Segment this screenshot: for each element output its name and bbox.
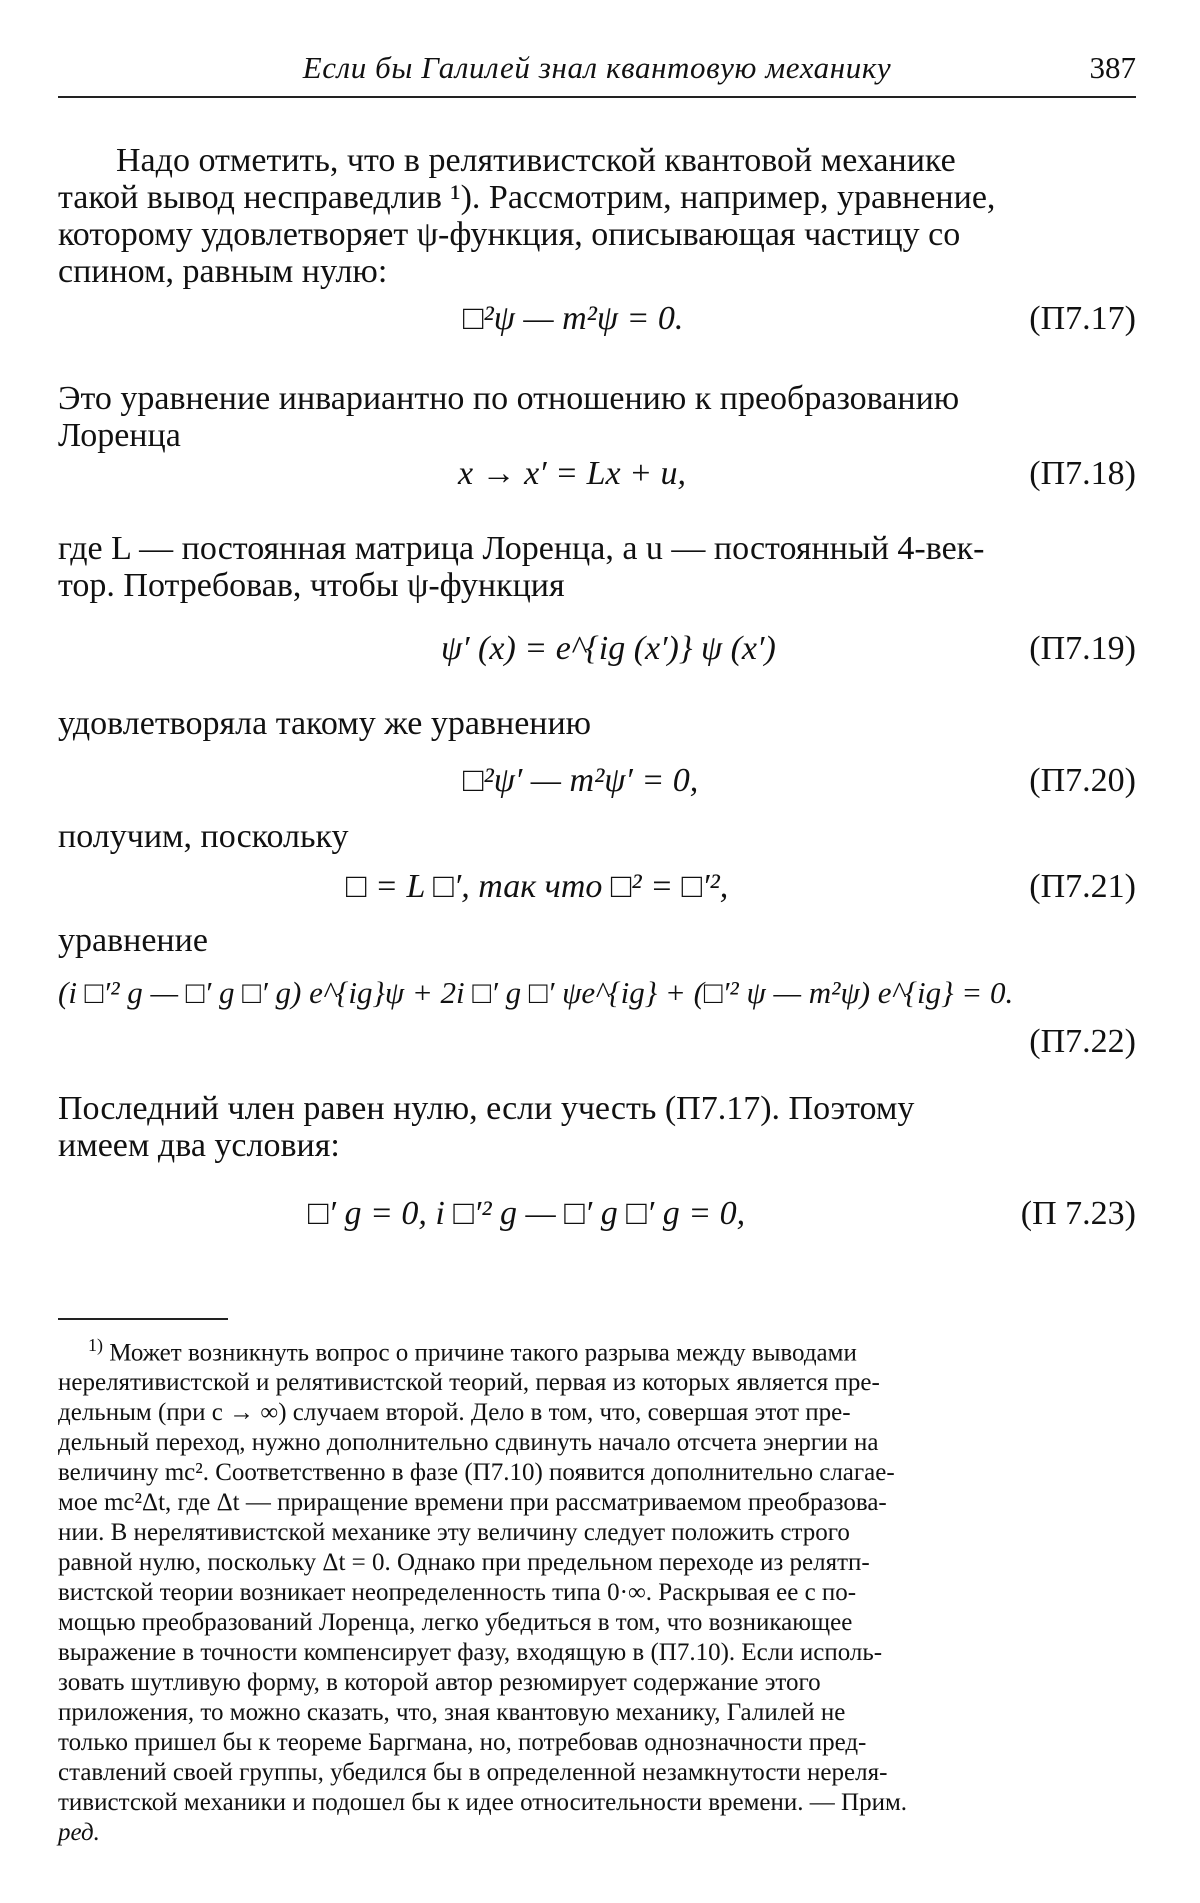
footnote-marker: 1) xyxy=(88,1335,103,1355)
footnote-rule xyxy=(58,1318,228,1320)
equation-p7-22 xyxy=(58,975,1136,1065)
text-line: получим, поскольку xyxy=(58,818,349,855)
text-line: Надо отметить, что в релятивистской квантовой механике xyxy=(116,142,956,179)
footnote-line: вистской теории возникает неопределенность типа 0·∞. Раскрывая ее с по- xyxy=(58,1579,857,1607)
footnote-line: мощью преобразований Лоренца, легко убедиться в том, что возникающее xyxy=(58,1609,853,1637)
equation-number: (П7.17) xyxy=(1029,300,1136,337)
text-line: Последний член равен нулю, если учесть (П7.17). Поэтому xyxy=(58,1090,915,1127)
equation-number: (П7.19) xyxy=(1029,630,1136,667)
equation-number: (П7.21) xyxy=(1029,868,1136,905)
footnote-line: дельный переход, нужно дополнительно сдвинуть начало отсчета энергии на xyxy=(58,1429,879,1457)
text-line: Это уравнение инвариантно по отношению к преобразованию xyxy=(58,380,960,417)
equation-expression: x → x′ = Lx + u, xyxy=(458,455,687,492)
equation-p7-17 xyxy=(58,300,1136,340)
equation-number: (П7.20) xyxy=(1029,762,1136,799)
text-line: уравнение xyxy=(58,922,208,959)
equation-expression: □ = L □′, так что □² = □′², xyxy=(346,868,729,905)
equation-number: (П7.18) xyxy=(1029,455,1136,492)
paragraph-6 xyxy=(58,922,1136,959)
equation-p7-19 xyxy=(58,630,1136,670)
text-line: тор. Потребовав, чтобы ψ-функция xyxy=(58,567,565,604)
equation-p7-20 xyxy=(58,762,1136,802)
footnote-text: Может возникнуть вопрос о причине такого разрыва между выводами xyxy=(109,1339,857,1367)
equation-expression: □²ψ′ — m²ψ′ = 0, xyxy=(463,762,699,799)
footnote-line: равной нулю, поскольку Δt = 0. Однако при предельном переходе из релятп- xyxy=(58,1549,870,1577)
footnote-line xyxy=(58,1330,1136,1368)
text-line: спином, равным нулю: xyxy=(58,253,388,290)
equation-number: (П7.22) xyxy=(1029,1023,1136,1060)
text-line: такой вывод несправедлив ¹). Рассмотрим, например, уравнение, xyxy=(58,179,996,216)
paragraph-4 xyxy=(58,705,1136,742)
equation-expression: ψ′ (x) = e^{ig (x′)} ψ (x′) xyxy=(441,630,776,667)
footnote-line: ставлений своей группы, убедился бы в определенной незамкнутости нереля- xyxy=(58,1759,888,1787)
paragraph-7 xyxy=(58,1090,1136,1164)
paragraph-3 xyxy=(58,530,1136,604)
footnote-line: величину mc². Соответственно в фазе (П7.10) появится дополнительно слагае- xyxy=(58,1459,895,1487)
footnote xyxy=(58,1330,1136,1848)
equation-p7-21 xyxy=(58,868,1136,908)
text-line: где L — постоянная матрица Лоренца, а u — постоянный 4-век- xyxy=(58,530,985,567)
text-line: которому удовлетворяет ψ-функция, описывающая частицу со xyxy=(58,216,961,253)
header-rule xyxy=(58,96,1136,98)
footnote-line: выражение в точности компенсирует фазу, входящую в (П7.10). Если исполь- xyxy=(58,1639,883,1667)
footnote-line: ред. xyxy=(58,1819,100,1847)
paragraph-5 xyxy=(58,818,1136,855)
footnote-line: только пришел бы к теореме Баргмана, но, потребовав однозначности пред- xyxy=(58,1729,867,1757)
equation-p7-18 xyxy=(58,455,1136,495)
running-title: Если бы Галилей знал квантовую механику xyxy=(302,50,892,85)
text-line: Лоренца xyxy=(58,417,181,454)
footnote-line: тивистской механики и подошел бы к идее относительности времени. — Прим. xyxy=(58,1789,908,1817)
page-header xyxy=(58,50,1136,96)
paragraph-1 xyxy=(58,142,1136,290)
equation-expression: (i □′² g — □′ g □′ g) e^{ig}ψ + 2i □′ g □′ ψe^{ig} + (□′² ψ — m²ψ) e^{ig} = 0. xyxy=(58,975,1014,1010)
footnote-line: зовать шутливую форму, в которой автор резюмирует содержание этого xyxy=(58,1669,821,1697)
equation-expression: □′ g = 0, i □′² g — □′ g □′ g = 0, xyxy=(308,1195,746,1232)
footnote-line: нии. В нерелятивистской механике эту величину следует положить строго xyxy=(58,1519,850,1547)
footnote-line: мое mc²Δt, где Δt — приращение времени при рассматриваемом преобразова- xyxy=(58,1489,887,1517)
text-line: удовлетворяла такому же уравнению xyxy=(58,705,592,742)
page-number: 387 xyxy=(1089,50,1136,85)
footnote-line: нерелятивистской и релятивистской теорий, первая из которых является пре- xyxy=(58,1369,880,1397)
footnote-line: дельным (при c → ∞) случаем второй. Дело в том, что, совершая этот пре- xyxy=(58,1399,851,1427)
paragraph-2 xyxy=(58,380,1136,454)
equation-number: (П 7.23) xyxy=(1020,1195,1136,1232)
text-line: имеем два условия: xyxy=(58,1127,340,1164)
footnote-line: приложения, то можно сказать, что, зная квантовую механику, Галилей не xyxy=(58,1699,846,1727)
equation-expression: □²ψ — m²ψ = 0. xyxy=(463,300,684,337)
equation-p7-23 xyxy=(58,1195,1136,1235)
